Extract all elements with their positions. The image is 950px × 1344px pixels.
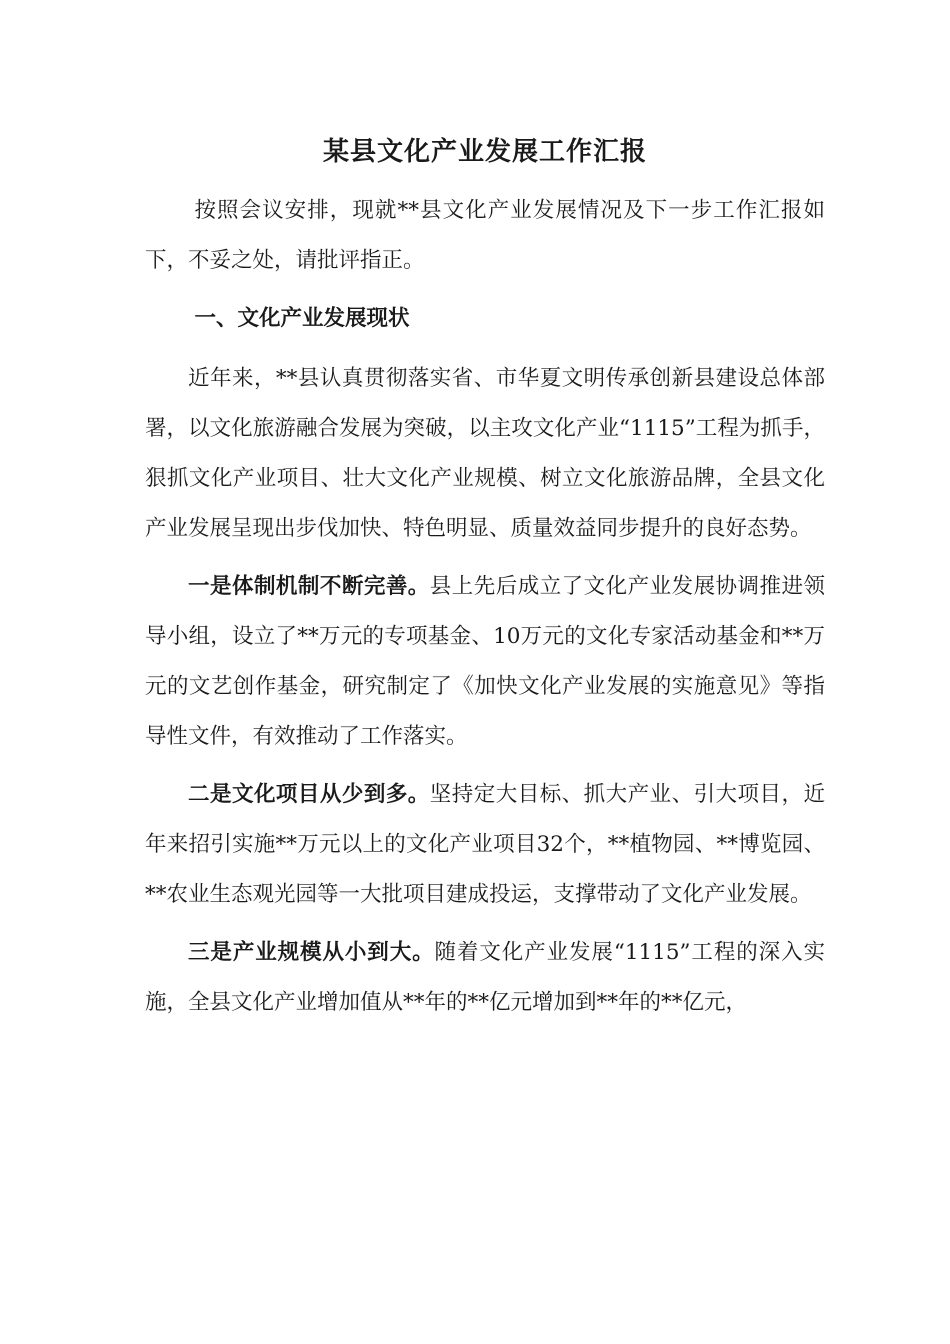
point-3-body: 随着文化产业发展“1115”工程的深入实施，全县文化产业增加值从**年的**亿元增加到**年的**亿元， [145, 940, 825, 1015]
section-heading: 一、文化产业发展现状 [194, 306, 410, 331]
point-1-body: 县上先后成立了文化产业发展协调推进领导小组，设立了**万元的专项基金、10万元的文化专家活动基金和**万元的文艺创作基金，研究制定了《加快文化产业发展的实施意见》等指导性文件，有效推动了工作落实。 [145, 574, 825, 749]
document-title: 某县文化产业发展工作汇报 [322, 137, 647, 167]
point-1-lead: 一是体制机制不断完善。 [188, 574, 430, 599]
point-2-paragraph [145, 770, 825, 920]
intro-paragraph: 按照会议安排，现就**县文化产业发展情况及下一步工作汇报如下，不妥之处，请批评指正。 [145, 198, 825, 273]
point-3-paragraph [145, 928, 825, 1028]
point-1-paragraph [145, 562, 825, 762]
point-2-body: 坚持定大目标、抓大产业、引大项目，近年来招引实施**万元以上的文化产业项目32个，**植物园、**博览园、**农业生态观光园等一大批项目建成投运，支撑带动了文化产业发展。 [145, 782, 825, 907]
document-page [145, 130, 825, 1036]
point-2-lead: 二是文化项目从少到多。 [188, 782, 430, 807]
overview-paragraph: 近年来，**县认真贯彻落实省、市华夏文明传承创新县建设总体部署，以文化旅游融合发展为突破，以主攻文化产业“1115”工程为抓手，狠抓文化产业项目、壮大文化产业规模、树立文化旅游品牌，全县文化产业发展呈现出步伐加快、特色明显、质量效益同步提升的良好态势。 [145, 366, 825, 541]
point-3-lead: 三是产业规模从小到大。 [188, 940, 435, 965]
